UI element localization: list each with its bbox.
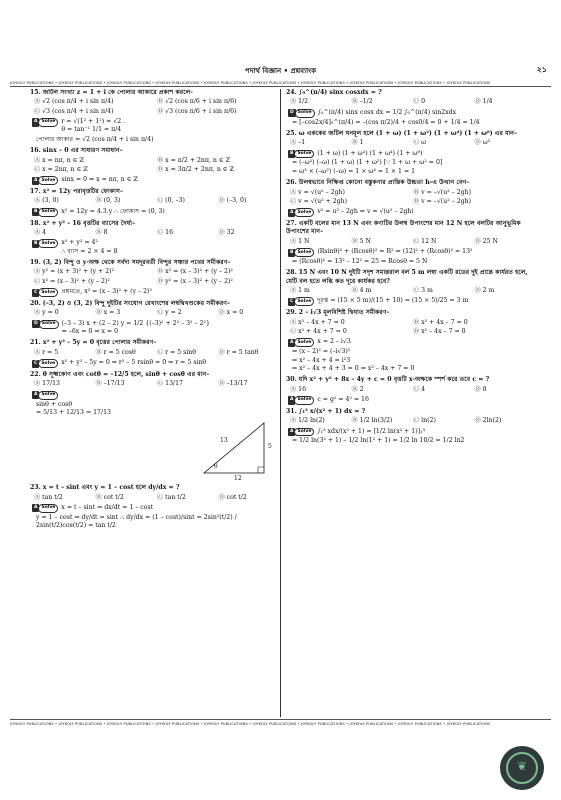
question-text [286, 179, 532, 187]
question-text [286, 130, 532, 138]
option-item[interactable]: Ⓑ 1 [351, 139, 364, 147]
question-text [30, 89, 276, 97]
answer-badge [288, 396, 314, 405]
option-item[interactable]: Ⓐ 16 [290, 385, 307, 393]
option-item[interactable]: Ⓐ –1 [290, 139, 306, 147]
answer-badge [32, 176, 58, 185]
right-triangle-diagram [200, 419, 270, 479]
option-item[interactable]: Ⓓ x = 3π/2 + 2nπ, n ∈ ℤ [157, 165, 234, 173]
question-stem: জটিল সংখ্যা z = 1 + i কে পোলার আকারে প্রকাশ করলে- [42, 89, 193, 96]
solve-label: Solve [38, 504, 58, 513]
options-grid [30, 229, 276, 237]
solution-row [30, 288, 276, 297]
option-item[interactable]: Ⓐ 1 N [290, 237, 310, 245]
solution-text: x² = 12y = 4.3.y ∴ ফোকাস = (0, 3) [61, 207, 165, 215]
option-item[interactable]: Ⓐ y = 0 [34, 309, 59, 317]
solution-row [30, 118, 276, 135]
top-blank-margin [0, 0, 561, 58]
solution-text: x² + y² = 4² ∴ ব্যাস = 2 × 4 = 8 [61, 239, 118, 255]
question-stem: 2 – i√3 মূলবিশিষ্ট দ্বিঘাত সমীকরণ– [298, 309, 390, 317]
option-item[interactable]: Ⓑ –1/2 [351, 98, 373, 106]
question-text [30, 339, 276, 347]
option-item[interactable]: Ⓒ ω [413, 139, 427, 147]
solution-text: ∫₀^(π/4) sinx cosx dx = 1/2 ∫₀^(π/4) sin2xdx [317, 108, 457, 116]
answer-key: D [288, 109, 296, 117]
answer-badge [288, 208, 314, 217]
options-grid [30, 494, 276, 502]
option-item[interactable]: Ⓑ x² + 4x – 7 = 0 [413, 318, 468, 326]
solution-text: (Rsinθ)² + (Rcosθ)² = R² ⇒ (12)² + (Rcosθ)² = 13² [317, 248, 473, 256]
option-item[interactable]: Ⓒ 0 [413, 98, 426, 106]
option-item[interactable]: Ⓒ y = 2 [157, 309, 182, 317]
solve-label: Solve [38, 359, 58, 368]
solution-text: x = t – sint ⇒ dx/dt = 1 – cost [61, 504, 154, 511]
option-item[interactable]: Ⓑ 4 m [351, 287, 372, 295]
answer-badge [288, 248, 314, 257]
solution-text: v² = u² – 2gh ⇒ v = √(u² – 2gh) [317, 208, 414, 216]
solution-row [286, 248, 532, 257]
option-item[interactable]: Ⓑ cot t/2 [95, 493, 124, 501]
solve-label: Solve [294, 338, 314, 347]
answer-badge [32, 239, 58, 248]
answer-badge [32, 359, 58, 368]
options-grid [286, 139, 532, 147]
triangle-figure [30, 419, 276, 481]
left-column [30, 89, 276, 717]
option-item[interactable]: Ⓓ x = 0 [218, 309, 244, 317]
solution-continued: y = 1 – cost ⇒ dy/dt = sint ∴ dy/dx = (1 – cost)/sint = 2sin²(t/2) / 2sin(t/2)cos(t/2) = tan t/2 [36, 513, 237, 530]
question-text [30, 188, 276, 196]
page-header [10, 64, 551, 78]
answer-badge [288, 150, 314, 159]
solve-label: Solve [294, 297, 314, 306]
question-stem: x² + y² – 5y = 0 বৃত্তের পোলার সমীকরণ– [42, 339, 157, 347]
question-block [286, 269, 532, 306]
answer-key: A [288, 396, 295, 404]
answer-key: A [288, 209, 295, 217]
answer-key: C [32, 360, 39, 368]
answer-key: B [32, 240, 39, 248]
question-stem: (–3, 2) ও (3, 2) বিন্দু দুইটির সংযোগ রেখাংশের লম্বদ্বিখণ্ডকের সমীকরণ– [42, 300, 231, 307]
question-number: 22. [30, 371, 41, 378]
option-item[interactable]: Ⓐ 4 [34, 229, 47, 236]
solution-continued: ⇒ (x – 2)² = (–i√3)² ⇒ x² – 4x + 4 = i²3 ⇒ x² – 4x + 4 + 3 = 0 ⇒ x² – 4x + 7 = 0 [292, 348, 415, 372]
question-text [30, 220, 276, 228]
answer-key: A [288, 339, 295, 347]
options-grid [286, 417, 532, 425]
question-stem: x = t – sint এবং y = 1 – cost হলে dy/dx = ? [42, 484, 180, 492]
question-block [30, 300, 276, 336]
option-item[interactable]: Ⓑ r = 5 cosθ [95, 348, 136, 356]
triangle-outline [204, 423, 264, 473]
adjacent-side-label: 12 [234, 475, 242, 483]
question-stem: ∫₀^(π/4) sinx cosxdx = ? [298, 89, 382, 96]
option-item[interactable]: Ⓑ x² = (x – 3)² + (y – 2)² [157, 268, 233, 276]
option-item[interactable]: Ⓑ x = 3 [95, 309, 121, 317]
question-text [286, 309, 532, 317]
solution-row [286, 396, 532, 405]
answer-key: B [288, 150, 295, 158]
option-item[interactable]: Ⓑ –17/13 [95, 380, 125, 388]
solution-text: প্রশ্নমতে, x² = (x – 3)² + (y – 2)² [61, 288, 152, 296]
options-grid [30, 309, 276, 317]
solution-row [286, 297, 532, 306]
option-item[interactable]: Ⓐ x = nπ, n ∈ ℤ [34, 156, 84, 164]
option-item[interactable]: Ⓓ 2 m [474, 287, 495, 295]
answer-badge [32, 391, 58, 400]
question-block [286, 89, 532, 127]
question-block [30, 339, 276, 368]
question-stem: উলম্বভাবে নিক্ষিপ্ত কোনো বস্তুকণার প্রান্তিক উচ্চতা h-এ উত্থান বেগ– [298, 179, 470, 187]
answer-key: A [32, 177, 39, 185]
answer-key: B [32, 208, 39, 216]
option-item[interactable]: Ⓑ 5 N [351, 237, 371, 245]
question-block [286, 309, 532, 373]
question-stem: ω এককের জটিল ঘনমূল হলে (1 + ω) (1 + ω²) (1 + ω⁴) (1 + ω⁸) এর মান– [298, 129, 518, 137]
answer-badge [32, 118, 58, 127]
question-text [286, 89, 532, 97]
solution-continued: = (–ω²) (–ω) (1 + ω) (1 + ω²) [∵ 1 + ω + ω² = 0] = ω³ × (–ω²) (–ω) = 1 × ω³ = 1 × 1 = 1 [292, 159, 443, 175]
question-number: 18. [30, 219, 41, 227]
solve-label: Solve [294, 396, 314, 405]
answer-key: A [32, 391, 39, 399]
option-item[interactable]: Ⓑ 1/2 ln(3/2) [351, 417, 393, 425]
solution-text: দূরত্ব = (15 × 5 m)/(15 + 10) = (15 × 5)/25 = 3 m [317, 297, 469, 305]
question-stem: একটি বলের মান 13 N এবং কণাটির উলম্ব উপাংশের মান 12 N হলে বলটির আনুভূমিক উপাংশের মান– [286, 220, 521, 236]
question-block [286, 376, 532, 405]
solution-text: x = 2 – i√3 [317, 338, 351, 346]
solution-text: r = √(1² + 1²) = √2 . θ = tan⁻¹ 1/1 = π/4 [61, 118, 126, 134]
option-item[interactable]: Ⓑ (0, 3) [95, 197, 121, 205]
option-item[interactable]: Ⓓ r = 5 tanθ [218, 348, 259, 356]
column-divider [280, 89, 281, 717]
option-item[interactable]: Ⓒ 12 N [413, 237, 437, 245]
option-item[interactable]: Ⓒ √3 (cos π/4 + i sin π/4) [34, 107, 114, 115]
question-text [30, 371, 276, 379]
question-text [30, 484, 276, 492]
option-item[interactable]: Ⓒ r = 5 sinθ [157, 348, 196, 356]
options-grid [30, 98, 276, 116]
option-item[interactable]: Ⓓ 1/4 [474, 98, 493, 106]
option-item[interactable]: Ⓓ cot t/2 [218, 493, 247, 501]
solve-label: Solve [38, 176, 58, 185]
solution-continued: পোলার আকার = √2 (cos π/4 + i sin π/4) [36, 135, 154, 143]
book-icon: ❦ [516, 759, 528, 773]
brand-logo-icon[interactable] [500, 746, 544, 790]
question-number: 23. [30, 484, 41, 492]
options-grid [30, 197, 276, 205]
option-item[interactable]: Ⓐ 17/13 [34, 380, 60, 388]
question-text [286, 408, 532, 416]
question-number: 24. [286, 89, 297, 96]
question-stem: x² + y² – 16 বৃত্তটির ব্যাসের দৈর্ঘ্য– [42, 219, 136, 227]
solution-row [286, 150, 532, 159]
answer-badge [32, 504, 58, 513]
solution-row [286, 338, 532, 347]
question-text [286, 269, 532, 286]
question-text [30, 259, 276, 267]
option-item[interactable]: Ⓐ 1 m [290, 287, 310, 295]
answer-key: C [288, 298, 295, 306]
answer-key: A [288, 428, 295, 436]
solution-text: (–3 – 3) x + (2 – 2) y = 1/2 {(–3)² + 2² – 3² – 2²} ⇒ –6x = 0 ⇒ x = 0 [61, 319, 210, 336]
solution-continued: ⇒ (Rcosθ)² = 13² – 12² = 25 ⇒ Rcosθ = 5 N [292, 258, 428, 266]
answer-badge [288, 109, 315, 118]
question-number: 27. [286, 220, 297, 228]
solution-row [30, 359, 276, 368]
option-item[interactable]: Ⓐ r = 5 [34, 348, 59, 356]
right-angle-mark [258, 467, 264, 473]
question-block [30, 147, 276, 185]
question-number: 16. [30, 147, 41, 155]
question-stem: x² = 12y পরাবৃত্তটির ফোকাস– [42, 188, 124, 196]
option-item[interactable]: Ⓒ (0, –3) [157, 197, 185, 205]
question-block [286, 220, 532, 266]
solution-continued: = [–cos2x/4]₀^(π/4) = –(cos π/2)/4 + cos0/4 = 0 + 1/4 = 1/4 [292, 118, 480, 126]
opposite-side-label: 5 [268, 443, 272, 451]
option-item[interactable]: Ⓓ 32 [218, 229, 235, 236]
option-item[interactable]: Ⓐ y² = (x + 3)² + (y + 2)² [34, 268, 115, 276]
option-item[interactable]: Ⓐ tan t/2 [34, 493, 63, 501]
options-grid [286, 386, 532, 394]
solve-label: Solve [38, 391, 58, 400]
right-column [286, 89, 532, 717]
option-item[interactable]: Ⓒ ln(2) [413, 417, 436, 425]
question-number: 29. [286, 309, 297, 317]
solution-row [30, 239, 276, 256]
question-block [30, 188, 276, 217]
option-item[interactable]: Ⓓ 8 [474, 385, 487, 393]
option-item[interactable]: Ⓒ v = √(u² + 2gh) [290, 197, 348, 205]
question-stem: (3, 2) বিন্দু ও y-অক্ষ থেকে সর্বদা সমদূরবর্তী বিন্দুর সঞ্চার পথের সমীকরণ– [42, 259, 231, 267]
publisher-strip-top: JOYKOLY PUBLICATIONS • JOYKOLY PUBLICATIONS • JOYKOLY PUBLICATIONS • JOYKOLY PUBLICATIONS • JOYKOLY PUBLICATIONS • JOYKOLY PUBLICATIONS • JOYKOLY PUBLICATIONS • JOYKOLY PUBLICATIONS • JOYKOLY PUBLICATIONS • JOYKOLY PUBLICATIONS [10, 79, 551, 87]
question-number: 20. [30, 300, 41, 307]
answer-key: A [32, 118, 39, 126]
solve-label: Solve [294, 150, 314, 159]
options-grid [30, 268, 276, 286]
option-item[interactable]: Ⓒ tan t/2 [157, 493, 186, 501]
question-number: 17. [30, 188, 41, 196]
question-stem: যদি x² + y² + 8x – 4y + c = 0 বৃত্তটি x-অক্ষকে স্পর্শ করে তবে c = ? [298, 376, 490, 384]
option-item[interactable]: Ⓑ 2 [351, 385, 364, 393]
solution-text: c = g² = 4² = 16 [317, 396, 369, 404]
option-item[interactable]: Ⓑ 8 [95, 229, 108, 236]
question-stem: ∫₁³ x/(x² + 1) dx = ? [298, 407, 366, 415]
question-stem: θ সূক্ষ্মকোণ এবং cotθ = –12/5 হলে, sinθ + cosθ এর মান– [42, 371, 210, 378]
question-block [30, 220, 276, 256]
page-title: পদার্থ বিজ্ঞান • প্রশ্নব্যাংক [244, 66, 317, 75]
option-item[interactable]: Ⓐ x² – 4x + 7 = 0 [290, 318, 345, 326]
question-block [30, 89, 276, 144]
answer-badge [288, 338, 314, 347]
solution-text: (1 + ω) (1 + ω²) (1 + ω⁴) (1 + ω⁸) [317, 149, 423, 157]
option-item[interactable]: Ⓓ √3 (cos π/6 + i sin π/6) [157, 107, 237, 115]
solution-row [30, 176, 276, 185]
solve-label: Solve [38, 208, 58, 217]
option-item[interactable]: Ⓓ ω² [474, 139, 491, 147]
angle-label: θ [214, 463, 218, 471]
question-text [30, 147, 276, 155]
solve-label: Solve [38, 118, 58, 127]
answer-badge [288, 297, 314, 306]
solve-label: Solve [38, 288, 58, 297]
option-item[interactable]: Ⓒ 13/17 [157, 380, 183, 388]
solution-text: x² + y² – 5y = 0 ⇒ r² – 5 rsinθ = 0 ⇒ r = 5 sinθ [61, 359, 207, 367]
option-item[interactable]: Ⓒ 4 [413, 385, 426, 393]
options-grid [286, 189, 532, 207]
question-number: 31. [286, 407, 297, 415]
option-item[interactable]: Ⓓ 25 N [474, 237, 498, 245]
solution-row [286, 208, 532, 217]
solution-continued: sinθ + cosθ = 5/13 + 12/13 = 17/13 [36, 400, 111, 416]
options-grid [30, 157, 276, 175]
options-grid [286, 287, 532, 295]
question-block [286, 408, 532, 446]
answer-badge [32, 320, 59, 329]
question-text [286, 376, 532, 384]
solve-label: Solve [294, 208, 314, 217]
solve-label: Solve [39, 320, 59, 329]
option-item[interactable]: Ⓓ 2ln(2) [474, 417, 502, 425]
solution-row [286, 109, 532, 118]
solution-row [30, 320, 276, 337]
answer-key: D [32, 320, 40, 328]
option-item[interactable]: Ⓓ (–3, 0) [218, 197, 247, 205]
question-stem: sinx – 0 এর সাধারণ সমাধান– [42, 147, 123, 155]
answer-badge [32, 208, 58, 217]
option-item[interactable]: Ⓒ x = 2nπ, n ∈ ℤ [34, 165, 88, 173]
option-item[interactable]: Ⓒ x² + 4x + 7 = 0 [290, 328, 347, 336]
answer-key: B [288, 249, 295, 257]
option-item[interactable]: Ⓑ v = –√(u² – 2gh) [413, 188, 472, 196]
solution-row [30, 504, 276, 513]
question-number: 15. [30, 89, 41, 96]
solve-label: Solve [294, 248, 314, 257]
question-block [286, 179, 532, 217]
option-item[interactable]: Ⓒ x² = (x – 3)² + (y – 2)² [34, 277, 110, 285]
option-item[interactable]: Ⓑ x = π/2 + 2nπ, n ∈ ℤ [157, 156, 230, 164]
question-number: 25. [286, 129, 297, 137]
question-number: 30. [286, 376, 297, 384]
question-block [286, 130, 532, 176]
solution-row [30, 391, 276, 400]
solve-label: Solve [38, 239, 58, 248]
page-number: ২১ [536, 64, 547, 74]
solution-text: ∫₁³ xdx/(x² + 1) = [1/2 ln(x² + 1)]₁³ [317, 427, 426, 435]
question-number: 19. [30, 259, 41, 267]
options-grid [30, 349, 276, 357]
option-item[interactable]: Ⓐ v = √(u² – 2gh) [290, 188, 345, 196]
answer-badge [32, 288, 58, 297]
question-block [30, 259, 276, 297]
option-item[interactable]: Ⓓ –13/17 [218, 380, 248, 388]
solution-row [286, 428, 532, 437]
solution-text: sinx = 0 ⇒ x = nπ, n ∈ ℤ [61, 176, 138, 184]
answer-key: C [32, 289, 39, 297]
question-text [30, 300, 276, 308]
option-item[interactable]: Ⓐ 1/2 ln(2) [290, 417, 325, 425]
question-block [30, 484, 276, 530]
question-number: 26. [286, 179, 297, 187]
option-item[interactable]: Ⓒ 3 m [413, 287, 433, 295]
options-grid [286, 319, 532, 337]
answer-badge [288, 428, 314, 437]
option-item[interactable]: Ⓑ √2 (cos π/6 + i sin π/6) [157, 98, 237, 106]
solution-continued: = 1/2 ln(3² + 1) – 1/2 ln(1² + 1) = 1/2 ln 10/2 = 1/2 ln2 [292, 437, 465, 445]
publisher-strip-bottom: JOYKOLY PUBLICATIONS • JOYKOLY PUBLICATIONS • JOYKOLY PUBLICATIONS • JOYKOLY PUBLICATIONS • JOYKOLY PUBLICATIONS • JOYKOLY PUBLICATIONS • JOYKOLY PUBLICATIONS • JOYKOLY PUBLICATIONS • JOYKOLY PUBLICATIONS • JOYKOLY PUBLICATIONS [10, 719, 551, 727]
option-item[interactable]: Ⓓ v = –√(u² – 2gh) [413, 197, 472, 205]
options-grid [30, 380, 276, 388]
option-item[interactable]: Ⓐ √2 (cos π/4 + i sin π/4) [34, 98, 114, 106]
question-block [30, 371, 276, 481]
option-item[interactable]: Ⓓ y² = (x – 3)² + (y – 2)² [157, 277, 233, 285]
solve-label: Solve [295, 109, 315, 118]
option-item[interactable]: Ⓐ (3, 0) [34, 197, 59, 205]
option-item[interactable]: Ⓐ 1/2 [290, 98, 309, 106]
solve-label: Solve [294, 428, 314, 437]
option-item[interactable]: Ⓒ 16 [157, 229, 174, 236]
option-item[interactable]: Ⓓ x² – 4x – 7 = 0 [413, 328, 466, 336]
answer-key: A [32, 504, 39, 512]
options-grid [286, 98, 532, 106]
question-text [286, 220, 532, 237]
options-grid [286, 238, 532, 246]
question-number: 28. [286, 269, 297, 277]
solution-row [30, 208, 276, 217]
hypotenuse-label: 13 [220, 437, 228, 445]
question-stem: 15 N এবং 10 N দুইটি সদৃশ সমান্তরাল বল 5 m লম্বা একটি রডের দুই প্রান্তে কার্যরত হলে, যেটি বল হতে লব্ধি কত দূরে কার্যকর হবে? [286, 269, 528, 285]
question-number: 21. [30, 339, 41, 347]
